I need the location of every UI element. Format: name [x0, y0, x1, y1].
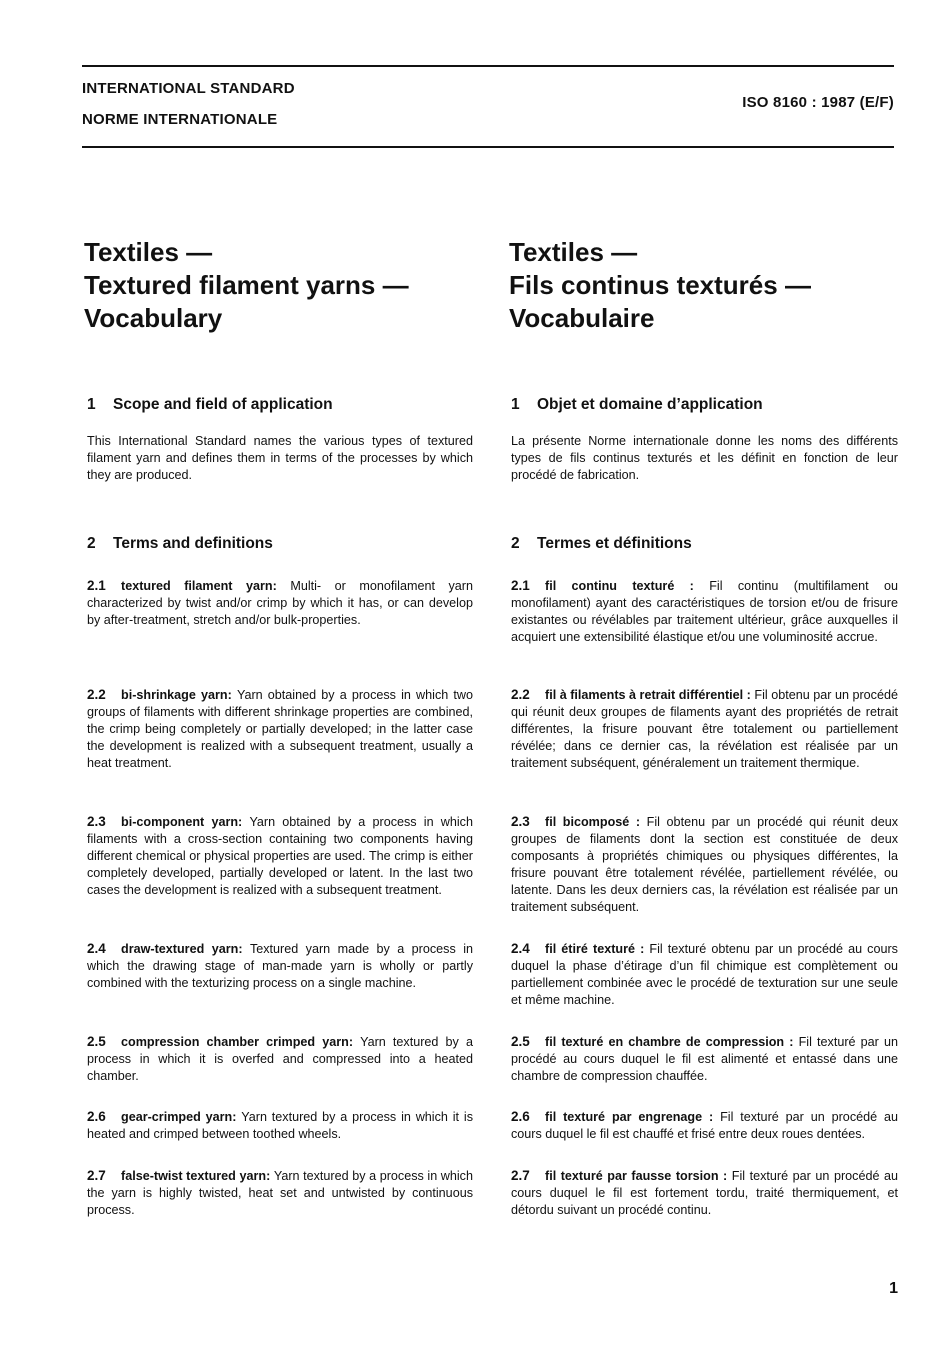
- fr-term-name: fil étiré texturé: [545, 942, 635, 956]
- en-term-number: 2.3: [87, 814, 106, 829]
- fr-term-2-6: 2.6 fil texturé par engrenage : Fil texturé par un procédé au cours duquel le fil est chauffé et frisé entre deux roues dentées.: [511, 1109, 899, 1142]
- title-fr-line-3: Vocabulaire: [509, 303, 655, 333]
- fr-term-2-5: 2.5 fil texturé en chambre de compression : Fil texturé par un procédé au cours duquel le fil est alimenté et entassé dans une chambre de compression chauffée.: [511, 1034, 898, 1084]
- title-en-line-2: Textured filament yarns —: [84, 270, 409, 300]
- fr-section-1-number: 1: [511, 396, 520, 413]
- en-term-2-4: 2.4 draw-textured yarn: Textured yarn made by a process in which the drawing stage of man-made yarn is wholly or partly combined with the texturizing process on a single machine.: [87, 941, 473, 991]
- fr-term-name: fil texturé par fausse torsion: [545, 1169, 719, 1183]
- en-term-2-7: 2.7 false-twist textured yarn: Yarn textured by a process in which the yarn is highly twisted, heat set and untwisted by continuous process.: [87, 1168, 473, 1218]
- en-term-2-1: 2.1 textured filament yarn: Multi- or monofilament yarn characterized by twist and/or crimp by which it has, or can develop by after-treatment, stretch and/or bulk-properties.: [87, 578, 473, 628]
- en-term-number: 2.2: [87, 687, 106, 702]
- fr-term-name: fil bicomposé: [545, 815, 630, 829]
- en-term-2-2: 2.2 bi-shrinkage yarn: Yarn obtained by a process in which two groups of filaments with different shrinkage properties are combined, the crimp being completely or partially developed; in the latter case the development is realized with a subsequent treatment, usually a heat treatment.: [87, 687, 473, 771]
- fr-section-2-number: 2: [511, 535, 520, 552]
- en-section-2-heading: [87, 535, 273, 553]
- title-en-line-3: Vocabulary: [84, 303, 223, 333]
- fr-section-1-heading: [511, 396, 763, 414]
- fr-term-number: 2.2: [511, 687, 530, 702]
- en-term-number: 2.4: [87, 941, 106, 956]
- page-number: 1: [889, 1280, 898, 1297]
- en-term-name: bi-component yarn: [121, 815, 239, 829]
- fr-term-number: 2.3: [511, 814, 530, 829]
- fr-term-definition: Fil texturé par un procédé au cours duquel le fil est chauffé et frisé entre deux roues dentées.: [511, 1110, 899, 1142]
- en-term-name: textured filament yarn: [121, 579, 273, 593]
- fr-term-number: 2.4: [511, 941, 530, 956]
- fr-term-2-2: 2.2 fil à filaments à retrait différentiel : Fil obtenu par un procédé qui réunit deux groupes de filaments ayant des propriétés de retrait différentes, la frisure pouvant être totalement ou partiellement révélée; dans ce dernier cas, la révélation est réalisée par un traitement subséquent, généralement un traitement thermique.: [511, 687, 898, 771]
- en-term-definition: Yarn textured by a process in which it is overfed and compressed into a heated chamber.: [87, 1035, 473, 1084]
- header-line-2: NORME INTERNATIONALE: [82, 111, 278, 128]
- title-english: [84, 236, 409, 335]
- fr-term-definition: Fil continu (multifilament ou monofilament) ayant des caractéristiques de torsion et/ou de frisure existantes ou révélables par traitement ultérieur, grâce auxquelles il acquiert une extensibilité élastique et/ou une voluminosité accrue.: [511, 579, 898, 645]
- en-scope-text: This International Standard names the various types of textured filament yarn and defines them in terms of the processes by which they are produced.: [87, 434, 473, 483]
- en-section-2-number: 2: [87, 535, 96, 552]
- en-term-name: gear-crimped yarn: [121, 1110, 233, 1124]
- en-section-1-title: Scope and field of application: [113, 396, 333, 413]
- fr-term-name: fil texturé par engrenage: [545, 1110, 703, 1124]
- en-term-definition: Yarn textured by a process in which it is heated and crimped between toothed wheels.: [87, 1110, 473, 1142]
- en-section-2-title: Terms and definitions: [113, 535, 273, 552]
- en-term-number: 2.6: [87, 1109, 106, 1124]
- fr-term-definition: Fil obtenu par un procédé qui réunit deux groupes de filaments dont la section est constituée de deux composants à propriétés chimiques ou physiques différentes, la frisure pouvant être totalement révélée, partiellement révélée, ou latente. Dans les deux derniers cas, la révélation est réalisée par un traitement subséquent.: [511, 815, 899, 915]
- fr-term-2-1: 2.1 fil continu texturé : Fil continu (multifilament ou monofilament) ayant des caractéristiques de torsion et/ou de frisure existantes ou révélables par traitement ultérieur, grâce auxquelles il acquiert une extensibilité élastique et/ou une voluminosité accrue.: [511, 578, 898, 645]
- en-term-definition: Yarn textured by a process in which the yarn is highly twisted, heat set and untwisted by continuous process.: [87, 1169, 473, 1218]
- en-term-name: false-twist textured yarn: [121, 1169, 267, 1183]
- header-line-1: INTERNATIONAL STANDARD: [82, 80, 295, 97]
- fr-term-number: 2.7: [511, 1168, 530, 1183]
- en-term-definition: Yarn obtained by a process in which two groups of filaments with different shrinkage properties are combined, the crimp being completely or partially developed; in the latter case the development is realized with a subsequent treatment, usually a heat treatment.: [87, 688, 473, 771]
- en-term-number: 2.5: [87, 1034, 106, 1049]
- fr-term-name: fil à filaments à retrait différentiel: [545, 688, 744, 702]
- fr-term-definition: Fil texturé par un procédé au cours duquel le fil est alimenté et entassé dans une chambre de compression chauffée.: [511, 1035, 898, 1084]
- en-term-name: draw-textured yarn: [121, 942, 239, 956]
- top-rule: [82, 65, 894, 67]
- fr-term-name: fil continu texturé: [545, 579, 675, 593]
- fr-term-number: 2.5: [511, 1034, 530, 1049]
- fr-term-definition: Fil texturé obtenu par un procédé au cours duquel la phase d’étirage d’un fil chimique est complètement ou partiellement combinée avec le procédé de texturation sur une seule et même machine.: [511, 942, 898, 1008]
- en-term-definition: Yarn obtained by a process in which filaments with a cross-section containing two components having different chemical or physical properties are used. The crimp is either completely developed, partially developed or latent. In the last two cases the development is realized with a subsequent treatment.: [87, 815, 473, 898]
- en-term-number: 2.1: [87, 578, 106, 593]
- fr-term-2-7: 2.7 fil texturé par fausse torsion : Fil texturé par un procédé au cours duquel le fil est fortement tordu, traité thermiquement, et détordu suivant un procédé continu.: [511, 1168, 899, 1218]
- en-section-1-heading: [87, 396, 333, 414]
- fr-section-1-title: Objet et domaine d’application: [537, 396, 763, 413]
- header-bottom-rule: [82, 146, 894, 148]
- title-french: [509, 236, 811, 335]
- en-term-definition: Textured yarn made by a process in which the drawing stage of man-made yarn is wholly or partly combined with the texturizing process on a single machine.: [87, 942, 473, 991]
- title-fr-line-1: Textiles —: [509, 237, 638, 267]
- fr-section-2-title: Termes et définitions: [537, 535, 692, 552]
- fr-term-2-3: 2.3 fil bicomposé : Fil obtenu par un procédé qui réunit deux groupes de filaments dont la section est constituée de deux composants à propriétés chimiques ou physiques différentes, la frisure pouvant être totalement révélée, partiellement révélée, ou latente. Dans les deux derniers cas, la révélation est réalisée par un traitement subséquent.: [511, 814, 899, 915]
- en-term-name: compression chamber crimped yarn: [121, 1035, 349, 1049]
- fr-term-name: fil texturé en chambre de compression: [545, 1035, 785, 1049]
- fr-term-number: 2.1: [511, 578, 530, 593]
- fr-term-definition: Fil texturé par un procédé au cours duquel le fil est fortement tordu, traité thermiquement, et détordu suivant un procédé continu.: [511, 1169, 899, 1218]
- fr-term-number: 2.6: [511, 1109, 530, 1124]
- title-fr-line-2: Fils continus texturés —: [509, 270, 811, 300]
- en-term-2-6: 2.6 gear-crimped yarn: Yarn textured by a process in which it is heated and crimped between toothed wheels.: [87, 1109, 473, 1142]
- fr-term-definition: Fil obtenu par un procédé qui réunit deux groupes de filaments ayant des propriétés de retrait différentes, la frisure pouvant être totalement ou partiellement révélée; dans ce dernier cas, la révélation est réalisée par un traitement subséquent, généralement un traitement thermique.: [511, 688, 898, 771]
- document-id: ISO 8160 : 1987 (E/F): [742, 94, 894, 111]
- en-term-number: 2.7: [87, 1168, 106, 1183]
- en-term-name: bi-shrinkage yarn: [121, 688, 228, 702]
- en-term-2-3: 2.3 bi-component yarn: Yarn obtained by a process in which filaments with a cross-section containing two components having different chemical or physical properties are used. The crimp is either completely developed, partially developed or latent. In the last two cases the development is realized with a subsequent treatment.: [87, 814, 473, 898]
- en-term-definition: Multi- or monofilament yarn characterized by twist and/or crimp by which it has, or can develop by after-treatment, stretch and/or bulk-properties.: [87, 579, 473, 628]
- en-section-1-number: 1: [87, 396, 96, 413]
- fr-term-2-4: 2.4 fil étiré texturé : Fil texturé obtenu par un procédé au cours duquel la phase d’étirage d’un fil chimique est complètement ou partiellement combinée avec le procédé de texturation sur une seule et même machine.: [511, 941, 898, 1008]
- fr-section-2-heading: [511, 535, 692, 553]
- en-term-2-5: 2.5 compression chamber crimped yarn: Yarn textured by a process in which it is overfed and compressed into a heated chamber.: [87, 1034, 473, 1084]
- fr-scope-text: La présente Norme internationale donne les noms des différents types de fils continus texturés et les définit en fonction de leur procédé de fabrication.: [511, 434, 898, 483]
- title-en-line-1: Textiles —: [84, 237, 213, 267]
